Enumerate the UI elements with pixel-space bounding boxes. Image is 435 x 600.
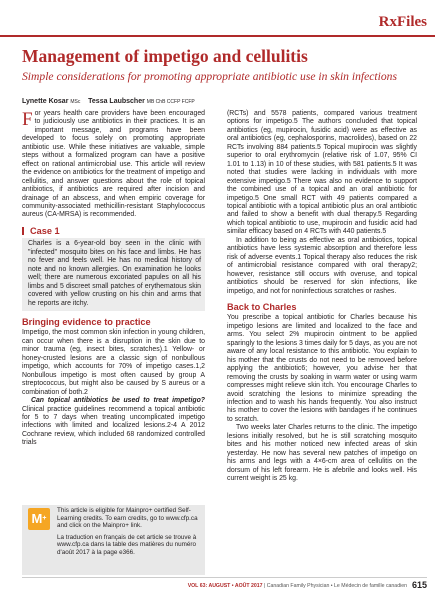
column-left bbox=[22, 110, 205, 448]
mainpro-badge-letter: M bbox=[31, 511, 43, 526]
column-right bbox=[227, 110, 417, 483]
case-text: Charles is a 6-year-old boy seen in the clinic with "infected" mosquito bites on his face and limbs. He has no fever and feels well. He has no medical history of note and no known allergies. On examination he looks well; there are numerous excoriated papules on all his limbs and 5 discreet small patches of erythematous skin covered with yellow crusting on his chin and arms that he reports are itchy. bbox=[28, 240, 201, 307]
body-paragraph bbox=[22, 397, 205, 448]
article-title: Management of impetigo and cellulitis bbox=[22, 46, 308, 66]
footer-journal: | Canadian Family Physician • Le Médecin de famille canadien bbox=[263, 583, 407, 589]
intro-paragraph bbox=[22, 110, 205, 220]
drop-cap: F bbox=[22, 109, 33, 130]
body-paragraph: In addition to being as effective as oral antibiotics, topical antibiotics have less systemic absorption and therefore less risk of adverse events.1 Topical therapy also reduces the risk of antimicrobial resistance compared with oral therapy2; however, resistance still occurs with overuse, and topical antibiotics should be reserved for skin infections, like impetigo, and not for noninfectious scratches or rashes. bbox=[227, 236, 417, 295]
question-heading: Can topical antibiotics be used to treat impetigo? bbox=[31, 397, 205, 405]
mainpro-badge-icon: M+ bbox=[28, 508, 50, 530]
body-paragraph: Two weeks later Charles returns to the clinic. The impetigo lesions initially resolved, but he is still scratching mosquito bites and his mother noticed new infected areas of skin yesterday. He now has several new patches of impetigo on his arms and legs with a 4×6-cm area of cellulitis on the dorsum of his left forearm. He is afebrile and looks well. His current weight is 25 kg. bbox=[227, 424, 417, 483]
mainpro-text bbox=[57, 507, 203, 561]
case-box bbox=[22, 227, 205, 235]
author-credentials: MB ChB CCFP FCFP bbox=[146, 99, 195, 105]
body-paragraph: (RCTs) and 5578 patients, compared various treatment options for impetigo.5 The authors concluded that topical antibiotics (eg, mupirocin, fusidic acid) were as effective as oral antibiotics (eg, cephalosporins, macrolides), based on 22 RCTs involving 884 patients.5 Topical mupirocin was slightly superior to oral erythromycin (relative risk of 1.07, 95% CI 1.01 to 1.13) in 10 of these studies, with 581 patients.5 It was noted that studies were lacking in individuals with more extensive impetigo.5 There was also no evidence to support the combined use of a topical and an oral antibiotic for impetigo.5 One small RCT with 49 patients compared a topical antibiotic with a topical antibiotic plus an oral antibiotic and failed to show a benefit with dual therapy.5 Regarding which topical antibiotic to use, mupirocin and fusidic acid had similar efficacy based on 4 RCTs with 440 patients.5 bbox=[227, 110, 417, 236]
question-text: Clinical practice guidelines recommend a topical antibiotic for 5 to 7 days when treating uncomplicated impetigo infections with limited and localized lesions.2-4 A 2012 Cochrane review, which included 68 randomized controlled trials bbox=[22, 405, 205, 447]
case-heading: Case 1 bbox=[30, 225, 60, 236]
section-label: RxFiles bbox=[378, 14, 427, 30]
section-heading: Back to Charles bbox=[227, 301, 297, 312]
section-heading: Bringing evidence to practice bbox=[22, 316, 151, 327]
author-line bbox=[22, 98, 195, 105]
footer-volume: VOL 63: AUGUST • AOÛT 2017 bbox=[187, 583, 263, 589]
case-text-panel bbox=[22, 238, 205, 311]
footer-rule bbox=[22, 577, 427, 578]
mainpro-french: La traduction en français de cet article se trouve à www.cfp.ca dans la table des matières du numéro d'août 2017 à la page e366. bbox=[57, 533, 197, 556]
body-paragraph: You prescribe a topical antibiotic for Charles because his impetigo lesions are limited and localized to the face and arms. You select 2% mupirocin ointment to be applied sparingly to the lesions 3 times daily for 5 days, as you are not aware of any local resistance to this antibiotic. You explain to his mother that the crusts do not need to be removed before applying the antibiotic6; however, you advise her that removing the crusts by soaking in warm water or using warm compresses might relieve skin itch. You encourage Charles to avoid scratching the lesions to minimize spreading the infection and to wash his hands frequently. You also instruct his mother to cover the lesions with bandages if he continues to scratch. bbox=[227, 314, 417, 423]
author-name: Tessa Laubscher bbox=[88, 98, 145, 105]
header-rule bbox=[0, 35, 435, 37]
author-credentials: MSc bbox=[70, 99, 81, 105]
intro-text: or years health care providers have been encouraged to judiciously use antibiotics in their practices. It is an important message, and programs have been developed to focus solely on promoting appropriate antibiotic use. While these initiatives are valuable, simple steps without a formalized program can have a positive effect on rational antimicrobial use. This article will review the evidence on antibiotics for the treatment of impetigo and cellulitis, and answer questions about the role of topical antibiotics, if antibiotics are required after incision and drainage of an abscess, and when empiric coverage for community-associated methicillin-resistant Staphylococcus aureus (CA-MRSA) is recommended. bbox=[22, 110, 205, 219]
mainpro-english: This article is eligible for Mainpro+ certified Self-Learning credits. To earn credits, go to www.cfp.ca and click on the Mainpro+ link. bbox=[57, 507, 198, 530]
body-paragraph: Impetigo, the most common skin infection in young children, can occur when there is a disruption in the skin due to minor trauma (eg, insect bites, scratches).1 Yellow- or honey-crusted lesions are a classic sign of nonbullous impetigo, which accounts for 70% of impetigo cases.1,2 Nonbullous impetigo is most often caused by group A streptococcus, but might also be caused by S aureus or a combination of both.2 bbox=[22, 329, 205, 396]
page-number: 615 bbox=[411, 580, 427, 590]
author-name: Lynette Kosar bbox=[22, 98, 69, 105]
article-subtitle: Simple considerations for promoting appropriate antibiotic use in skin infections bbox=[22, 70, 397, 83]
footer-citation bbox=[188, 583, 407, 589]
